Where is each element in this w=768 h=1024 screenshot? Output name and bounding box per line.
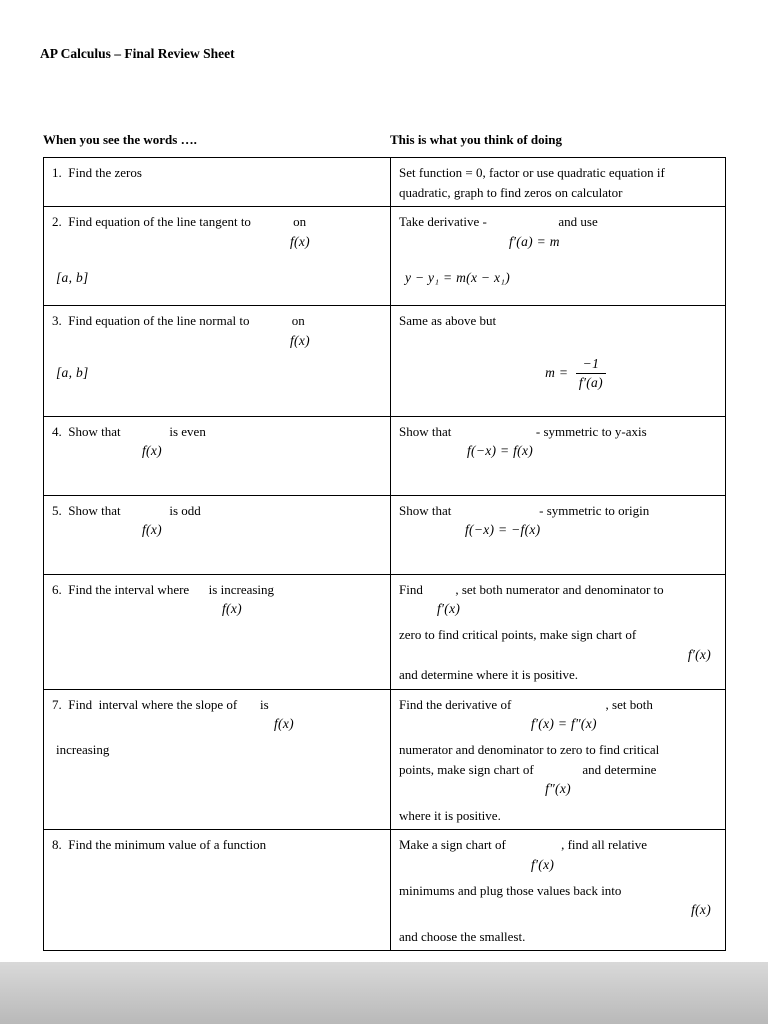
response-cell (391, 689, 726, 830)
cue-line: 6. Find the interval where is increasing (52, 581, 275, 597)
math-expression: f(x) (691, 902, 711, 918)
response-line: and choose the smallest. (399, 928, 526, 944)
table-row (44, 207, 726, 306)
cue-cell (44, 574, 391, 689)
math-expression: f(x) (222, 601, 242, 617)
fraction-numerator: −1 (582, 356, 600, 371)
response-cell (391, 830, 726, 951)
column-headers (43, 132, 725, 148)
cue-line: 5. Show that is odd (52, 502, 201, 518)
response-line: zero to find critical points, make sign chart of (399, 627, 637, 643)
cue-line: 1. Find the zeros (52, 165, 142, 180)
cue-line: 2. Find equation of the line tangent to on (52, 214, 307, 229)
math-expression: f′(x) = f″(x) (531, 716, 597, 732)
cue-cell (44, 207, 391, 306)
cue-cell (44, 416, 391, 495)
cue-line: 7. Find interval where the slope of is (52, 696, 269, 712)
table-row (44, 416, 726, 495)
math-expression: f(−x) = f(x) (467, 443, 534, 459)
math-expression (399, 337, 717, 412)
response-line: Set function = 0, factor or use quadratic equation if quadratic, graph to find zeros on calculator (399, 165, 669, 200)
math-expression: f″(x) (545, 781, 571, 797)
math-expression: y − y₁ = m(x − x₁) (405, 269, 511, 285)
math-expression: f′(x) (687, 646, 711, 662)
cue-cell (44, 158, 391, 207)
response-line: where it is positive. (399, 807, 501, 823)
response-cell (391, 495, 726, 574)
cue-cell (44, 495, 391, 574)
cue-cell (44, 830, 391, 951)
response-line: Same as above but (399, 313, 497, 328)
math-expression: f(−x) = −f(x) (465, 522, 541, 538)
cue-line: 4. Show that is even (52, 423, 206, 439)
response-cell (391, 416, 726, 495)
response-line: numerator and denominator to zero to find critical (399, 742, 660, 758)
review-table (43, 157, 726, 951)
response-line: Find , set both numerator and denominator to (399, 581, 664, 597)
response-line: Show that - symmetric to y-axis (399, 423, 647, 439)
fraction (572, 356, 610, 392)
math-expression: f(x) (274, 716, 294, 732)
table-row (44, 574, 726, 689)
response-line: and determine where it is positive. (399, 667, 579, 683)
math-expression: f(x) (290, 332, 310, 348)
response-line: Take derivative - and use (399, 214, 598, 229)
response-line: minimums and plug those values back into (399, 882, 622, 898)
response-line: Make a sign chart of , find all relative (399, 837, 648, 853)
math-expression: [a, b] (56, 364, 89, 380)
cue-cell (44, 689, 391, 830)
document-title: AP Calculus – Final Review Sheet (40, 46, 235, 61)
response-line: points, make sign chart of and determine (399, 761, 657, 777)
math-expression: f′(x) (531, 856, 555, 872)
cue-column-header: When you see the words …. (43, 132, 197, 147)
fraction-prefix: m = (545, 365, 572, 381)
response-cell (391, 306, 726, 417)
cue-line: 3. Find equation of the line normal to on (52, 313, 305, 328)
math-expression: f(x) (142, 443, 162, 459)
response-column-header: This is what you think of doing (390, 132, 562, 147)
table-row (44, 689, 726, 830)
math-expression: f(x) (290, 233, 310, 249)
response-cell (391, 207, 726, 306)
table-row (44, 495, 726, 574)
table-row (44, 158, 726, 207)
cue-cell (44, 306, 391, 417)
table-row (44, 306, 726, 417)
response-line: Find the derivative of , set both (399, 696, 653, 712)
response-line: Show that - symmetric to origin (399, 502, 650, 518)
table-row (44, 830, 726, 951)
fraction-denominator: f′(a) (576, 373, 606, 392)
cue-line: increasing (56, 742, 110, 758)
math-expression: f′(a) = m (509, 233, 560, 249)
response-cell (391, 574, 726, 689)
page-bottom-shadow (0, 962, 768, 1024)
cue-line: 8. Find the minimum value of a function (52, 837, 267, 853)
math-expression: f′(x) (437, 601, 461, 617)
math-expression: [a, b] (56, 269, 89, 285)
math-expression: f(x) (142, 522, 162, 538)
response-cell (391, 158, 726, 207)
